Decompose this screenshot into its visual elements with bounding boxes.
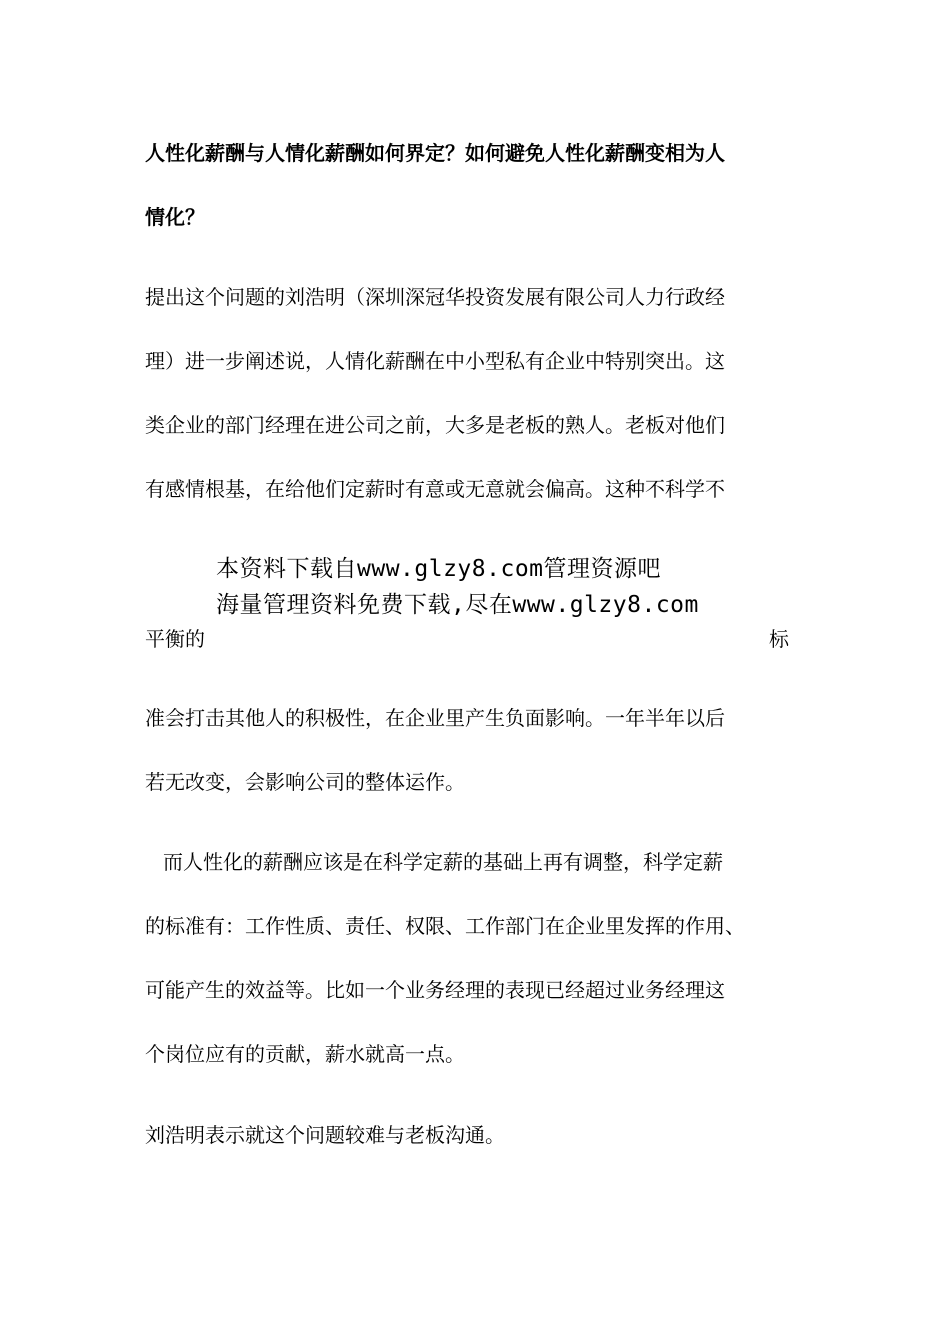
paragraph-1-line-1: 提出这个问题的刘浩明（深圳深冠华投资发展有限公司人力行政经: [145, 285, 725, 309]
document-title-line-2: 情化？: [145, 205, 205, 229]
paragraph-1-line-3: 类企业的部门经理在进公司之前，大多是老板的熟人。老板对他们: [145, 413, 725, 437]
split-line-right: 标: [769, 627, 789, 651]
watermark-line-2: 海量管理资料免费下载,尽在www.glzy8.com: [216, 592, 699, 618]
paragraph-1-line-2: 理）进一步阐述说，人情化薪酬在中小型私有企业中特别突出。这: [145, 349, 725, 373]
document-title-line-1: 人性化薪酬与人情化薪酬如何界定？如何避免人性化薪酬变相为人: [145, 141, 725, 165]
paragraph-2-line-1: 而人性化的薪酬应该是在科学定薪的基础上再有调整，科学定薪: [163, 850, 723, 874]
paragraph-2-line-3: 可能产生的效益等。比如一个业务经理的表现已经超过业务经理这: [145, 978, 725, 1002]
paragraph-2-line-2: 的标准有：工作性质、责任、权限、工作部门在企业里发挥的作用、: [145, 914, 745, 938]
paragraph-2-line-4: 个岗位应有的贡献，薪水就高一点。: [145, 1042, 465, 1066]
paragraph-3-line-1: 刘浩明表示就这个问题较难与老板沟通。: [145, 1123, 505, 1147]
paragraph-1-cont-line-1: 准会打击其他人的积极性，在企业里产生负面影响。一年半年以后: [145, 706, 725, 730]
paragraph-1-cont-line-2: 若无改变，会影响公司的整体运作。: [145, 770, 465, 794]
paragraph-1-line-4: 有感情根基，在给他们定薪时有意或无意就会偏高。这种不科学不: [145, 477, 725, 501]
split-line-left: 平衡的: [145, 627, 205, 651]
watermark-line-1: 本资料下载自www.glzy8.com管理资源吧: [216, 556, 662, 582]
